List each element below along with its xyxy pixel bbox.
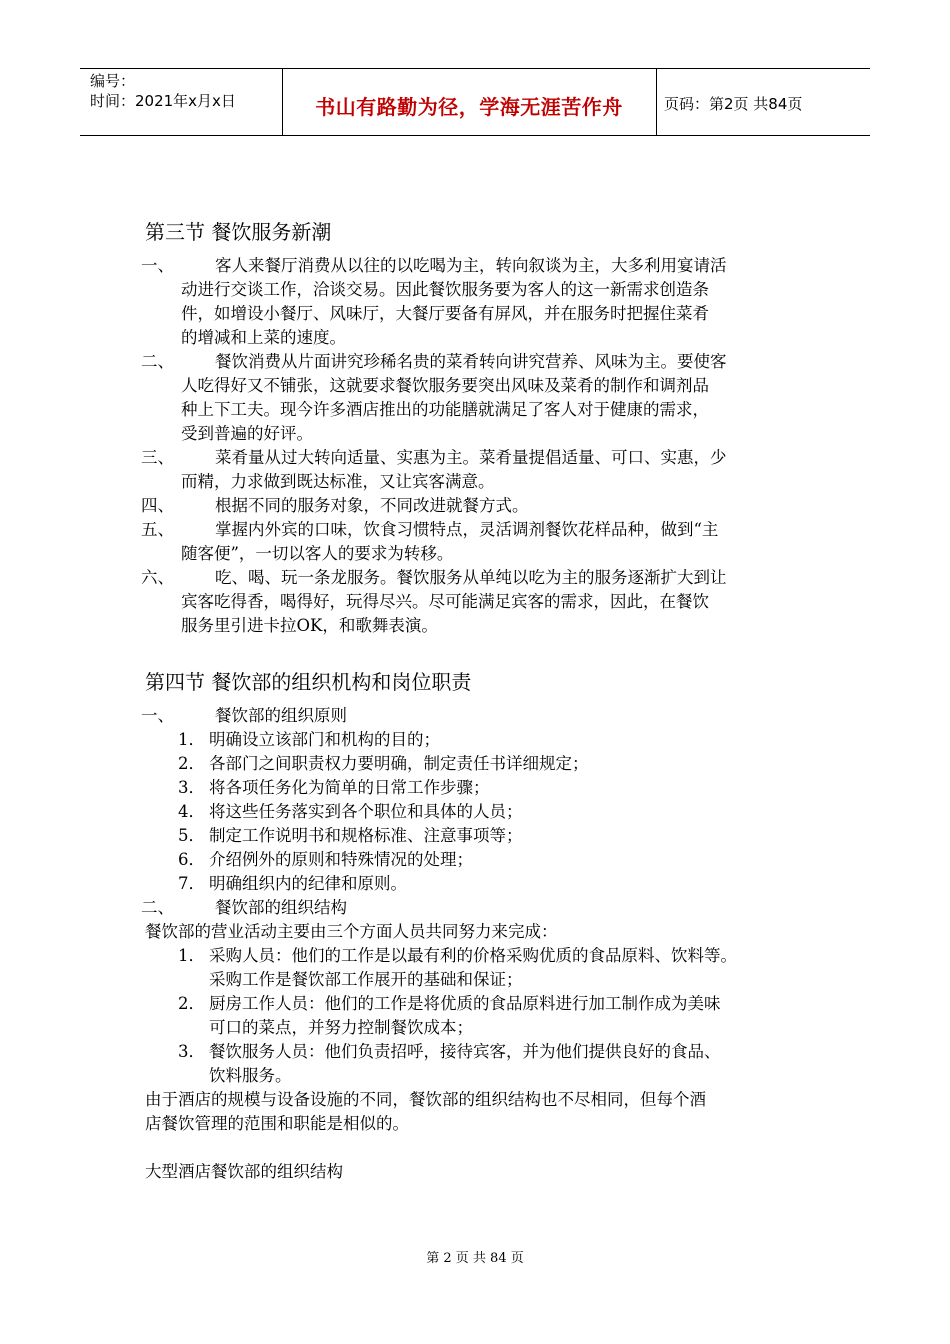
section-3-item: [141, 518, 815, 566]
principle-number: 5．: [178, 826, 205, 845]
section-3-item-line: [141, 350, 815, 374]
section-3-item-line: [145, 374, 815, 398]
section-3-item-line: [145, 590, 815, 614]
header-divider-right: [656, 69, 657, 135]
section-3-item: [141, 254, 815, 350]
section-3-item-line: [145, 326, 815, 350]
section-3-item-line: [145, 614, 815, 638]
staff-line-text: 厨房工作人员：他们的工作是将优质的食品原料进行加工制作成为美味: [209, 994, 721, 1013]
staff-item-line: [145, 968, 815, 992]
closing-paragraph: [145, 1088, 815, 1136]
staff-list: [145, 944, 815, 1088]
document-body: [141, 218, 815, 1184]
staff-item-line: [145, 1064, 815, 1088]
structure-marker: 二、: [141, 898, 174, 917]
item-line-text: 菜肴量从过大转向适量、实惠为主。菜肴量提倡适量、可口、实惠，少: [215, 448, 727, 467]
principles-heading-text: 餐饮部的组织原则: [215, 706, 347, 725]
header-number-label: 编号：: [90, 72, 136, 90]
section-3-item-line: [145, 422, 815, 446]
header-top-rule: [80, 68, 870, 69]
section-3-title: 第三节 餐饮服务新潮: [145, 220, 332, 244]
structure-heading-text: 餐饮部的组织结构: [215, 898, 347, 917]
principle-text: 制定工作说明书和规格标准、注意事项等；: [209, 826, 523, 845]
item-marker: 四、: [141, 496, 174, 515]
section-3-item-line: [141, 446, 815, 470]
item-line-text: 宾客吃得香，喝得好，玩得尽兴。尽可能满足宾客的需求，因此，在餐饮: [181, 592, 709, 611]
item-line-text: 吃、喝、玩一条龙服务。餐饮服务从单纯以吃为主的服务逐渐扩大到让: [215, 568, 727, 587]
principles-heading: [141, 704, 815, 728]
section-3-item-line: [145, 398, 815, 422]
item-marker: 一、: [141, 256, 174, 275]
item-marker: 六、: [141, 568, 174, 587]
closing-line: 由于酒店的规模与设备设施的不同，餐饮部的组织结构也不尽相同，但每个酒: [145, 1090, 706, 1109]
staff-line-text: 可口的菜点，并努力控制餐饮成本；: [209, 1018, 473, 1037]
principle-text: 将各项任务化为简单的日常工作步骤；: [209, 778, 490, 797]
principle-number: 2．: [178, 754, 205, 773]
section-3-item-line: [145, 278, 815, 302]
item-line-text: 随客便”，一切以客人的要求为转移。: [181, 544, 454, 563]
principle-number: 7．: [178, 874, 205, 893]
principle-item: [145, 872, 815, 896]
item-line-text: 根据不同的服务对象，不同改进就餐方式。: [215, 496, 529, 515]
principle-item: [145, 848, 815, 872]
staff-item: [145, 1040, 815, 1088]
staff-line-text: 饮料服务。: [209, 1066, 292, 1085]
section-3-items: [141, 254, 815, 638]
structure-heading: [141, 896, 815, 920]
item-line-text: 服务里引进卡拉OK，和歌舞表演。: [181, 616, 438, 635]
principle-item: [145, 800, 815, 824]
section-3-item: [141, 494, 815, 518]
staff-item-line: [145, 1016, 815, 1040]
staff-item-line: [145, 1040, 815, 1064]
item-line-text: 而精，力求做到既达标准，又让宾客满意。: [181, 472, 495, 491]
staff-item: [145, 992, 815, 1040]
section-3-item-line: [141, 254, 815, 278]
principles-marker: 一、: [141, 706, 174, 725]
section-3-item-line: [145, 542, 815, 566]
section-3-item: [141, 446, 815, 494]
item-line-text: 件，如增设小餐厅、风味厅，大餐厅要备有屏风，并在服务时把握住菜肴: [181, 304, 709, 323]
item-marker: 二、: [141, 352, 174, 371]
principle-text: 明确设立该部门和机构的目的；: [209, 730, 440, 749]
item-line-text: 动进行交谈工作，洽谈交易。因此餐饮服务要为客人的这一新需求创造条: [181, 280, 709, 299]
staff-number: 1．: [178, 946, 205, 965]
staff-line-text: 采购人员：他们的工作是以最有利的价格采购优质的食品原料、饮料等。: [209, 946, 737, 965]
staff-number: 2．: [178, 994, 205, 1013]
section-3-item-line: [145, 302, 815, 326]
principle-text: 明确组织内的纪律和原则。: [209, 874, 407, 893]
item-marker: 五、: [141, 520, 174, 539]
item-marker: 三、: [141, 448, 174, 467]
principle-text: 将这些任务落实到各个职位和具体的人员；: [209, 802, 523, 821]
item-line-text: 掌握内外宾的口味，饮食习惯特点，灵活调剂餐饮花样品种，做到“主: [215, 520, 719, 539]
section-3-item-line: [141, 494, 815, 518]
item-line-text: 受到普遍的好评。: [181, 424, 313, 443]
staff-item: [145, 944, 815, 992]
header-page-info: 页码：第2页 共84页: [664, 95, 803, 113]
principle-number: 4．: [178, 802, 205, 821]
staff-number: 3．: [178, 1042, 205, 1061]
section-4-title: 第四节 餐饮部的组织机构和岗位职责: [145, 670, 472, 694]
item-line-text: 的增减和上菜的速度。: [181, 328, 346, 347]
principle-text: 各部门之间职责权力要明确，制定责任书详细规定；: [209, 754, 589, 773]
section-3-item-line: [145, 470, 815, 494]
section-3-item: [141, 350, 815, 446]
principle-item: [145, 824, 815, 848]
principle-item: [145, 728, 815, 752]
section-3-item-line: [141, 566, 815, 590]
item-line-text: 客人来餐厅消费从以往的以吃喝为主，转向叙谈为主，大多利用宴请活: [215, 256, 727, 275]
item-line-text: 种上下工夫。现今许多酒店推出的功能膳就满足了客人对于健康的需求，: [181, 400, 709, 419]
principle-item: [145, 752, 815, 776]
structure-intro: 餐饮部的营业活动主要由三个方面人员共同努力来完成：: [145, 922, 558, 941]
closing-line: 店餐饮管理的范围和职能是相似的。: [145, 1114, 409, 1133]
principle-number: 1．: [178, 730, 205, 749]
large-hotel-heading: 大型酒店餐饮部的组织结构: [145, 1162, 343, 1181]
principles-list: [145, 728, 815, 896]
principle-number: 3．: [178, 778, 205, 797]
header-time-label: 时间：2021年x月x日: [90, 92, 236, 110]
section-3-item-line: [141, 518, 815, 542]
principle-text: 介绍例外的原则和特殊情况的处理；: [209, 850, 473, 869]
staff-line-text: 采购工作是餐饮部工作展开的基础和保证；: [209, 970, 523, 989]
staff-item-line: [145, 992, 815, 1016]
principle-number: 6．: [178, 850, 205, 869]
principle-item: [145, 776, 815, 800]
item-line-text: 餐饮消费从片面讲究珍稀名贵的菜肴转向讲究营养、风味为主。要使客: [215, 352, 727, 371]
page-footer: 第 2 页 共 84 页: [426, 1251, 524, 1266]
item-line-text: 人吃得好又不铺张，这就要求餐饮服务要突出风味及菜肴的制作和调剂品: [181, 376, 709, 395]
section-3-item: [141, 566, 815, 638]
staff-item-line: [145, 944, 815, 968]
staff-line-text: 餐饮服务人员：他们负责招呼，接待宾客，并为他们提供良好的食品、: [209, 1042, 721, 1061]
header-bottom-rule: [80, 135, 870, 136]
header-motto: 书山有路勤为径，学海无涯苦作舟: [315, 95, 623, 119]
